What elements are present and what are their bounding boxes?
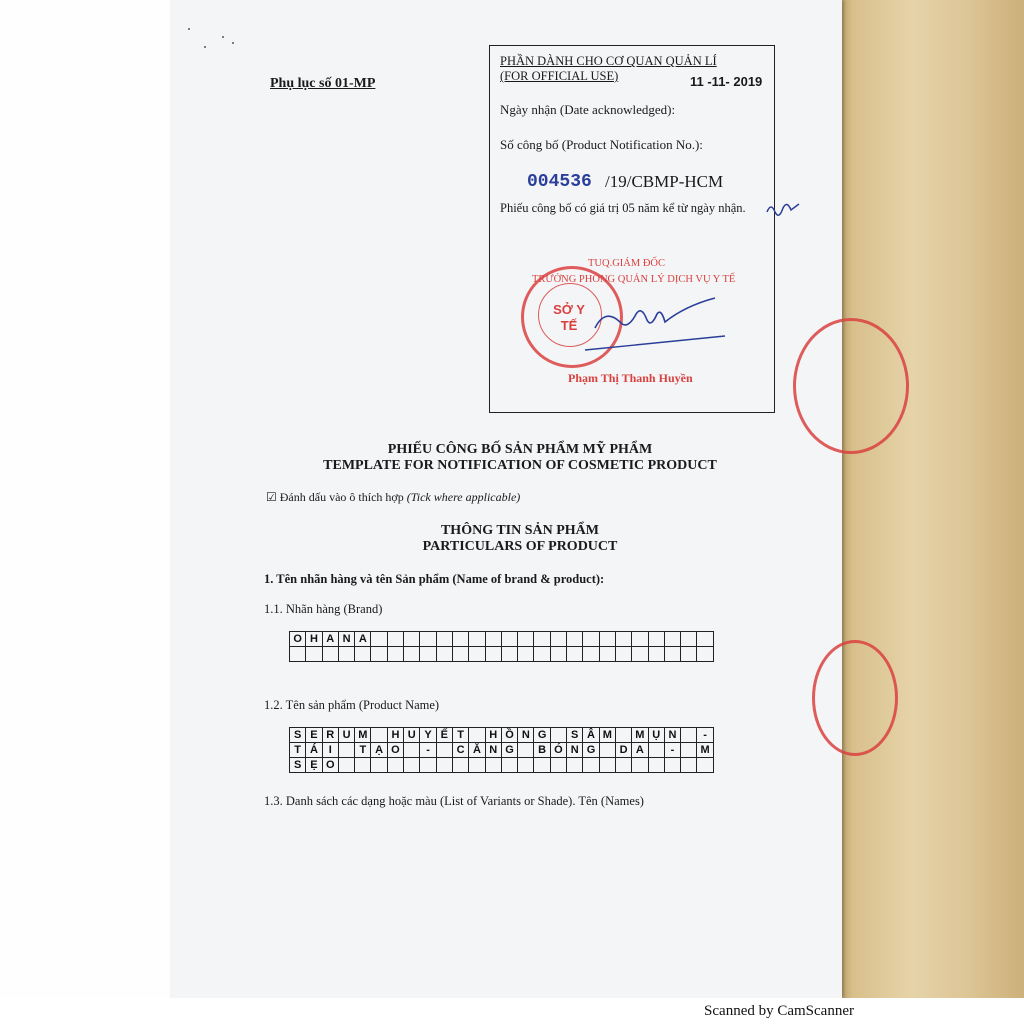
grid-cell[interactable]: N	[338, 632, 354, 647]
grid-cell[interactable]	[681, 647, 697, 662]
grid-cell[interactable]: Ế	[436, 728, 452, 743]
grid-cell[interactable]	[485, 758, 501, 773]
grid-cell[interactable]: E	[306, 728, 322, 743]
grid-cell[interactable]	[338, 743, 354, 758]
grid-row	[290, 647, 714, 662]
grid-cell[interactable]: M	[599, 728, 615, 743]
grid-cell[interactable]	[550, 632, 566, 647]
grid-cell[interactable]: H	[485, 728, 501, 743]
product-name-label: 1.2. Tên sản phẩm (Product Name)	[264, 698, 440, 712]
grid-cell[interactable]	[599, 632, 615, 647]
grid-cell[interactable]	[355, 647, 371, 662]
grid-cell[interactable]	[632, 632, 648, 647]
grid-cell[interactable]	[404, 647, 420, 662]
variants-label: 1.3. Danh sách các dạng hoặc màu (List of Variants or Shade). Tên (Names)	[264, 794, 644, 808]
grid-cell[interactable]: Ó	[550, 743, 566, 758]
grid-cell[interactable]: M	[697, 743, 713, 758]
grid-cell[interactable]	[290, 647, 306, 662]
grid-cell[interactable]: -	[420, 743, 436, 758]
grid-cell[interactable]	[615, 728, 631, 743]
grid-cell[interactable]	[469, 758, 485, 773]
grid-cell[interactable]: T	[355, 743, 371, 758]
grid-cell[interactable]: Ă	[469, 743, 485, 758]
grid-cell[interactable]: A	[632, 743, 648, 758]
grid-cell[interactable]	[567, 632, 583, 647]
grid-cell[interactable]: G	[501, 743, 517, 758]
grid-cell[interactable]	[681, 728, 697, 743]
wood-surface	[838, 0, 1024, 1000]
grid-cell[interactable]: S	[290, 728, 306, 743]
grid-cell[interactable]: C	[452, 743, 468, 758]
grid-cell[interactable]: N	[485, 743, 501, 758]
grid-cell[interactable]: Ẹ	[306, 758, 322, 773]
scan-background	[0, 0, 170, 1000]
grid-cell[interactable]	[469, 632, 485, 647]
checkbox-checked-icon: ☑	[266, 490, 277, 504]
grid-cell[interactable]	[485, 632, 501, 647]
signer-title-2: TRƯỞNG PHÒNG QUẢN LÝ DỊCH VỤ Y TẾ	[532, 274, 736, 285]
signer-name: Phạm Thị Thanh Huyền	[568, 371, 693, 385]
grid-cell[interactable]: N	[567, 743, 583, 758]
grid-cell[interactable]	[501, 758, 517, 773]
grid-cell[interactable]: Â	[583, 728, 599, 743]
grid-cell[interactable]: A	[322, 632, 338, 647]
grid-cell[interactable]	[501, 647, 517, 662]
grid-cell[interactable]: I	[322, 743, 338, 758]
date-stamp: 11 -11- 2019	[690, 74, 763, 89]
grid-cell[interactable]	[648, 647, 664, 662]
grid-cell[interactable]: G	[534, 728, 550, 743]
grid-cell[interactable]: S	[290, 758, 306, 773]
grid-cell[interactable]	[420, 632, 436, 647]
grid-cell[interactable]	[404, 758, 420, 773]
grid-cell[interactable]: Ạ	[371, 743, 387, 758]
grid-cell[interactable]: Ồ	[501, 728, 517, 743]
grid-cell[interactable]	[469, 647, 485, 662]
stamp-center-text: SỞ Y TẾ	[553, 302, 585, 333]
grid-cell[interactable]	[436, 758, 452, 773]
grid-cell[interactable]: M	[355, 728, 371, 743]
ink-mark-icon	[765, 198, 805, 228]
grid-cell[interactable]	[322, 647, 338, 662]
grid-cell[interactable]	[338, 758, 354, 773]
grid-cell[interactable]	[615, 632, 631, 647]
grid-cell[interactable]: N	[518, 728, 534, 743]
signer-title-1: TUQ.GIÁM ĐỐC	[588, 258, 665, 269]
grid-cell[interactable]	[697, 758, 713, 773]
grid-cell[interactable]	[615, 758, 631, 773]
grid-cell[interactable]	[534, 632, 550, 647]
official-header-vn: PHẦN DÀNH CHO CƠ QUAN QUẢN LÍ	[500, 54, 717, 68]
grid-cell[interactable]	[452, 632, 468, 647]
grid-cell[interactable]	[583, 758, 599, 773]
grid-cell[interactable]	[404, 743, 420, 758]
grid-row	[290, 632, 714, 647]
grid-cell[interactable]	[550, 758, 566, 773]
grid-cell[interactable]	[518, 743, 534, 758]
product-name-grid[interactable]	[289, 727, 714, 773]
edge-stamp-top-icon	[793, 318, 909, 454]
grid-cell[interactable]	[648, 758, 664, 773]
grid-cell[interactable]	[436, 632, 452, 647]
grid-cell[interactable]	[518, 758, 534, 773]
particulars-title-en: PARTICULARS OF PRODUCT	[422, 539, 618, 554]
grid-cell[interactable]	[534, 758, 550, 773]
brand-label: 1.1. Nhãn hàng (Brand)	[264, 602, 383, 616]
grid-cell[interactable]	[681, 632, 697, 647]
grid-cell[interactable]	[615, 647, 631, 662]
grid-cell[interactable]: H	[306, 632, 322, 647]
notification-number-value: 004536	[527, 172, 592, 192]
grid-cell[interactable]	[420, 758, 436, 773]
grid-cell[interactable]	[681, 758, 697, 773]
grid-cell[interactable]	[452, 758, 468, 773]
grid-cell[interactable]	[371, 632, 387, 647]
tick-note	[266, 490, 520, 505]
brand-grid[interactable]	[289, 631, 714, 662]
form-title-en: TEMPLATE FOR NOTIFICATION OF COSMETIC PRODUCT	[323, 458, 717, 473]
grid-cell[interactable]	[648, 743, 664, 758]
grid-cell[interactable]	[583, 647, 599, 662]
grid-cell[interactable]	[306, 647, 322, 662]
grid-cell[interactable]	[452, 647, 468, 662]
grid-cell[interactable]: M	[632, 728, 648, 743]
grid-cell[interactable]	[697, 647, 713, 662]
validity-note: Phiếu công bố có giá trị 05 năm kể từ ngày nhận.	[500, 201, 746, 215]
grid-cell[interactable]	[534, 647, 550, 662]
grid-cell[interactable]	[599, 647, 615, 662]
grid-cell[interactable]	[599, 743, 615, 758]
grid-cell[interactable]	[697, 632, 713, 647]
grid-cell[interactable]	[583, 632, 599, 647]
grid-cell[interactable]: A	[355, 632, 371, 647]
official-header-en: (FOR OFFICIAL USE)	[500, 69, 619, 83]
grid-cell[interactable]: G	[583, 743, 599, 758]
grid-cell[interactable]	[371, 728, 387, 743]
grid-cell[interactable]: T	[452, 728, 468, 743]
form-title-vn: PHIẾU CÔNG BỐ SẢN PHẨM MỸ PHẨM	[387, 442, 653, 457]
grid-cell[interactable]	[599, 758, 615, 773]
grid-cell[interactable]	[436, 743, 452, 758]
grid-cell[interactable]: O	[387, 743, 403, 758]
grid-cell[interactable]	[664, 758, 680, 773]
grid-cell[interactable]	[567, 647, 583, 662]
grid-cell[interactable]	[387, 632, 403, 647]
grid-cell[interactable]: Ụ	[648, 728, 664, 743]
grid-cell[interactable]	[518, 632, 534, 647]
grid-cell[interactable]	[371, 758, 387, 773]
grid-cell[interactable]	[355, 758, 371, 773]
footer-strip	[0, 998, 1024, 1024]
grid-cell[interactable]: S	[567, 728, 583, 743]
grid-cell[interactable]	[550, 728, 566, 743]
grid-cell[interactable]	[404, 632, 420, 647]
signature-icon	[565, 288, 735, 363]
grid-cell[interactable]	[632, 758, 648, 773]
grid-cell[interactable]	[681, 743, 697, 758]
tick-note-en: (Tick where applicable)	[406, 490, 521, 504]
grid-cell[interactable]: Y	[420, 728, 436, 743]
grid-cell[interactable]	[436, 647, 452, 662]
grid-cell[interactable]	[664, 647, 680, 662]
tick-note-text: Đánh dấu vào ô thích hợp	[279, 490, 404, 504]
grid-cell[interactable]	[387, 647, 403, 662]
grid-cell[interactable]: U	[338, 728, 354, 743]
grid-cell[interactable]	[485, 647, 501, 662]
notification-number-label: Số công bố (Product Notification No.):	[500, 137, 703, 152]
grid-cell[interactable]: B	[534, 743, 550, 758]
grid-cell[interactable]: D	[615, 743, 631, 758]
grid-cell[interactable]	[518, 647, 534, 662]
grid-cell[interactable]	[469, 728, 485, 743]
grid-row	[290, 743, 714, 758]
grid-cell[interactable]	[567, 758, 583, 773]
grid-cell[interactable]: N	[664, 728, 680, 743]
grid-cell[interactable]	[632, 647, 648, 662]
grid-cell[interactable]	[550, 647, 566, 662]
grid-row	[290, 758, 714, 773]
grid-cell[interactable]: -	[697, 728, 713, 743]
grid-row	[290, 728, 714, 743]
grid-cell[interactable]: O	[322, 758, 338, 773]
particulars-title-vn: THÔNG TIN SẢN PHẨM	[440, 523, 600, 538]
appendix-label: Phụ lục số 01-MP	[270, 76, 376, 91]
camscanner-footer: Scanned by CamScanner	[704, 1003, 854, 1019]
grid-cell[interactable]: H	[387, 728, 403, 743]
grid-cell[interactable]: T	[290, 743, 306, 758]
grid-cell[interactable]	[648, 632, 664, 647]
grid-cell[interactable]	[387, 758, 403, 773]
grid-cell[interactable]: O	[290, 632, 306, 647]
grid-cell[interactable]: R	[322, 728, 338, 743]
grid-cell[interactable]	[501, 632, 517, 647]
date-acknowledged-label: Ngày nhận (Date acknowledged):	[500, 102, 676, 117]
edge-stamp-bottom-icon	[812, 640, 898, 756]
grid-cell[interactable]: -	[664, 743, 680, 758]
grid-cell[interactable]	[371, 647, 387, 662]
section-1-heading: 1. Tên nhãn hàng và tên Sản phẩm (Name of brand & product):	[264, 572, 605, 586]
grid-cell[interactable]: Á	[306, 743, 322, 758]
grid-cell[interactable]: U	[404, 728, 420, 743]
grid-cell[interactable]	[664, 632, 680, 647]
grid-cell[interactable]	[338, 647, 354, 662]
grid-cell[interactable]	[420, 647, 436, 662]
notification-number-suffix: /19/CBMP-HCM	[605, 172, 724, 191]
